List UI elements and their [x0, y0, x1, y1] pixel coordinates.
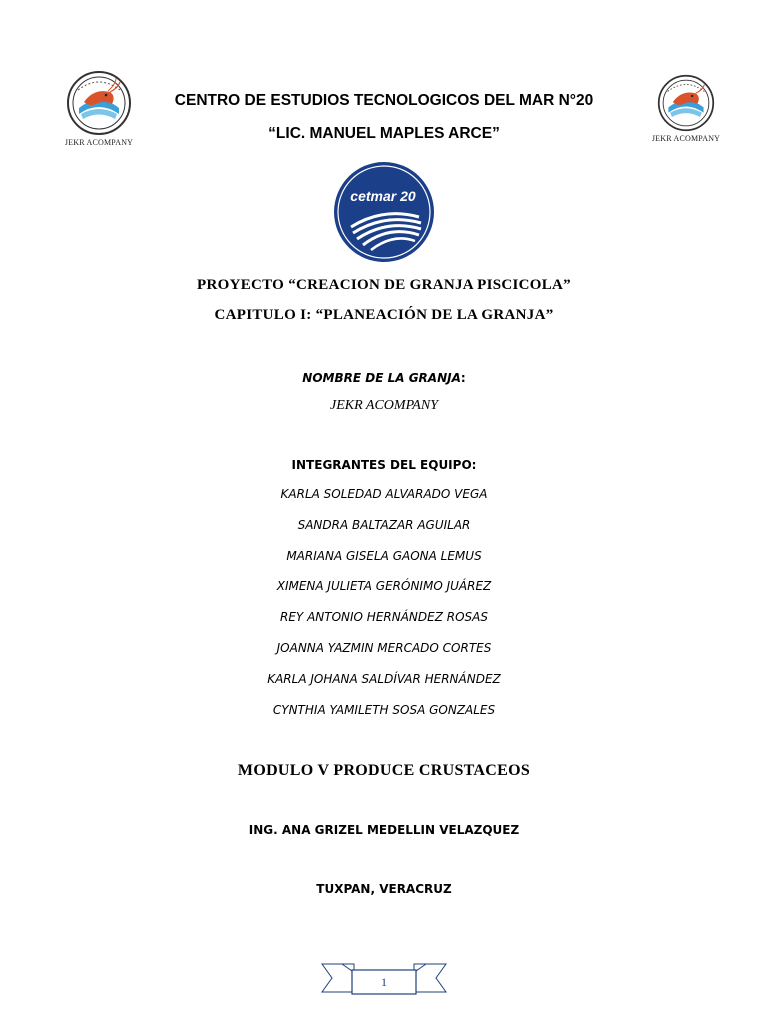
- module-title: MODULO V PRODUCE CRUSTACEOS: [237, 762, 531, 779]
- teacher-name: ING. ANA GRIZEL MEDELLIN VELAZQUEZ: [248, 823, 520, 837]
- team-member: CYNTHIA YAMILETH SOSA GONZALES: [272, 703, 496, 717]
- project-title: PROYECTO “CREACION DE GRANJA PISCICOLA”: [197, 277, 571, 293]
- school-name: CENTRO DE ESTUDIOS TECNOLOGICOS DEL MAR N°20: [174, 92, 594, 109]
- logo-caption-left: JEKR ACOMPANY: [64, 138, 134, 147]
- cetmar-logo-text: cetmar 20: [350, 188, 416, 204]
- team-member: SANDRA BALTAZAR AGUILAR: [297, 518, 471, 532]
- logo-caption-right: JEKR ACOMPANY: [651, 134, 721, 143]
- team-member: REY ANTONIO HERNÁNDEZ ROSAS: [280, 610, 488, 624]
- location: TUXPAN, VERACRUZ: [316, 882, 452, 896]
- farm-label-colon: :: [460, 371, 466, 385]
- farm-label: NOMBRE DE LA GRANJA: [302, 371, 461, 385]
- cetmar-logo: [333, 161, 435, 263]
- cetmar-wave-icon: [333, 161, 435, 263]
- team-member: KARLA SOLEDAD ALVARADO VEGA: [280, 487, 488, 501]
- team-heading: INTEGRANTES DEL EQUIPO:: [291, 458, 477, 472]
- farm-name: JEKR ACOMPANY: [330, 398, 438, 413]
- farm-label-row: [0, 369, 768, 387]
- team-member: MARIANA GISELA GAONA LEMUS: [286, 549, 482, 563]
- team-member: KARLA JOHANA SALDÍVAR HERNÁNDEZ: [267, 672, 501, 686]
- school-subtitle: “LIC. MANUEL MAPLES ARCE”: [268, 125, 500, 142]
- page-number: 1: [381, 975, 387, 989]
- chapter-title: CAPITULO I: “PLANEACIÓN DE LA GRANJA”: [214, 307, 554, 323]
- team-member: JOANNA YAZMIN MERCADO CORTES: [276, 641, 492, 655]
- team-member: XIMENA JULIETA GERÓNIMO JUÁREZ: [276, 579, 492, 593]
